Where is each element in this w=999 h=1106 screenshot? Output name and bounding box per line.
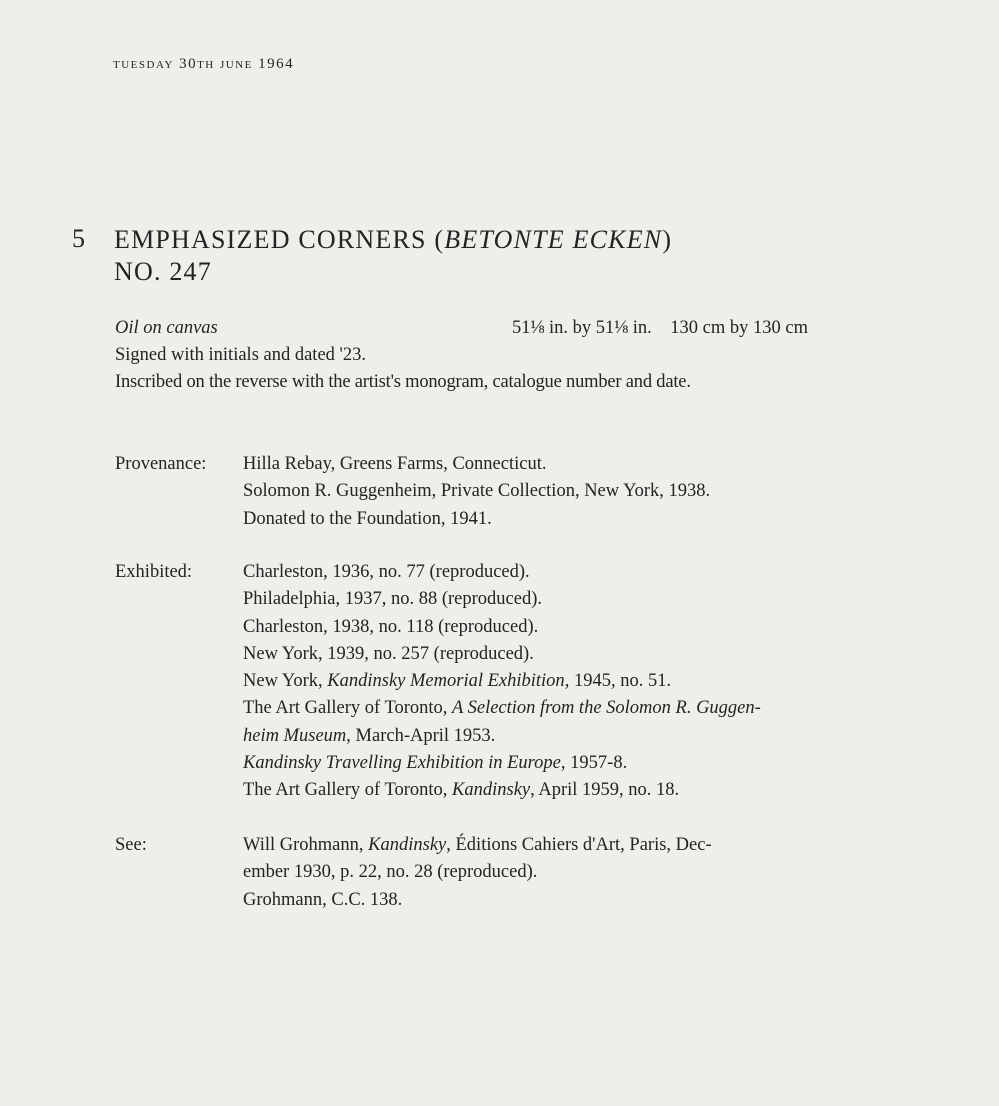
entry-text: The Art Gallery of Toronto,: [243, 780, 453, 801]
entry-text: , Éditions Cahiers d'Art, Paris, Dec-: [446, 835, 712, 855]
exhibited-entry: [243, 614, 761, 641]
see-entries: [243, 832, 712, 914]
provenance-entry: [243, 451, 710, 478]
provenance-entry: [243, 506, 710, 533]
lot-number: 5: [72, 224, 85, 253]
title-main: EMPHASIZED CORNERS (: [114, 225, 445, 254]
entry-text: The Art Gallery of Toronto,: [243, 698, 453, 719]
exhibited-entry: [243, 695, 761, 722]
entry-text: New York,: [243, 671, 328, 692]
entry-text: , 1957-8.: [560, 753, 628, 774]
see-entry: [243, 887, 712, 914]
italic-title-text: A Selection from the Solomon R. Guggen-: [452, 698, 761, 719]
provenance-label: Provenance:: [115, 454, 207, 474]
dimensions: 51⅛ in. by 51⅛ in. 130 cm by 130 cm: [512, 318, 808, 338]
exhibited-entry: [243, 750, 761, 777]
medium: Oil on canvas: [115, 318, 218, 338]
title-catalogue-number: NO. 247: [114, 257, 212, 286]
exhibited-entry: [243, 586, 761, 613]
exhibited-entry: [243, 641, 761, 668]
see-label: See:: [115, 835, 147, 855]
sale-date: tuesday 30th june 1964: [113, 56, 295, 72]
entry-text: , 1945, no. 51.: [564, 671, 672, 692]
entry-text: Solomon R. Guggenheim, Private Collection, New York, 1938.: [243, 481, 711, 502]
see-entry: [243, 832, 712, 859]
exhibited-entries: [243, 559, 761, 805]
italic-title-text: Kandinsky: [452, 780, 531, 801]
entry-text: Charleston, 1936, no. 77 (reproduced).: [243, 562, 530, 582]
entry-text: Charleston, 1938, no. 118 (reproduced).: [243, 616, 539, 637]
italic-title-text: heim Museum: [243, 725, 347, 746]
signature-note: Signed with initials and dated '23.: [115, 345, 366, 365]
exhibited-entry: [243, 777, 761, 804]
provenance-entries: [243, 451, 710, 533]
italic-title-text: Kandinsky Memorial Exhibition: [327, 671, 565, 692]
italic-title-text: Kandinsky: [368, 835, 447, 855]
italic-title-text: Kandinsky Travelling Exhibition in Europe: [243, 753, 561, 774]
entry-text: Grohmann, C.C. 138.: [243, 889, 403, 910]
exhibited-entry: [243, 668, 761, 695]
entry-text: Donated to the Foundation, 1941.: [243, 508, 492, 529]
exhibited-entry: [243, 559, 761, 586]
see-entry: [243, 859, 712, 886]
entry-text: Philadelphia, 1937, no. 88 (reproduced).: [243, 589, 543, 610]
title-german: BETONTE ECKEN: [444, 225, 663, 254]
entry-text: Hilla Rebay, Greens Farms, Connecticut.: [243, 454, 547, 474]
entry-text: , March-April 1953.: [346, 725, 496, 746]
entry-text: , April 1959, no. 18.: [530, 780, 680, 801]
entry-text: ember 1930, p. 22, no. 28 (reproduced).: [243, 862, 538, 883]
entry-text: Will Grohmann,: [243, 835, 369, 855]
provenance-entry: [243, 478, 710, 505]
lot-title: [114, 224, 672, 288]
exhibited-label: Exhibited:: [115, 562, 193, 582]
title-close: ): [662, 225, 673, 254]
exhibited-entry: [243, 723, 761, 750]
entry-text: New York, 1939, no. 257 (reproduced).: [243, 643, 534, 664]
inscription-note: Inscribed on the reverse with the artist's monogram, catalogue number and date.: [115, 372, 691, 392]
